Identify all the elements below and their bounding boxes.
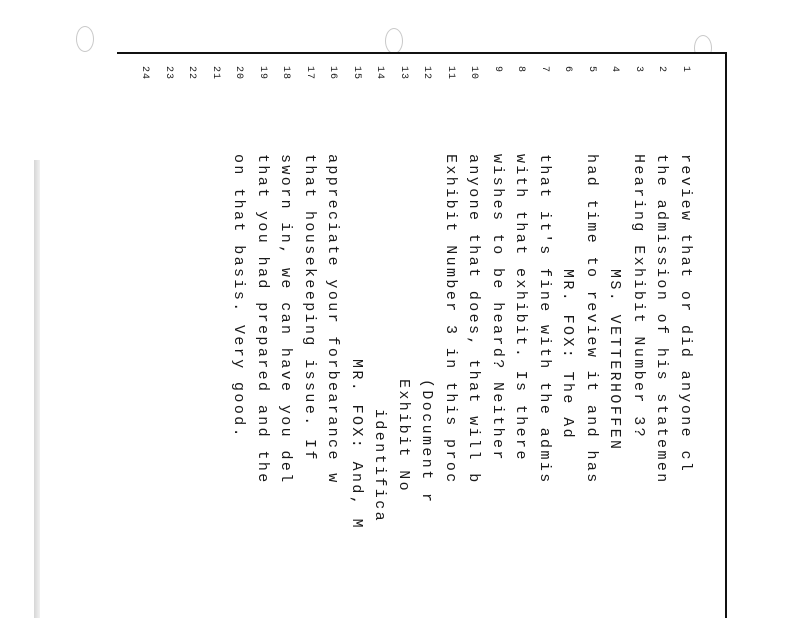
line-number: 4 bbox=[609, 66, 620, 74]
transcript-line bbox=[555, 54, 579, 618]
transcript-line bbox=[508, 54, 532, 618]
punch-hole-middle bbox=[385, 28, 403, 54]
line-number: 5 bbox=[586, 66, 597, 74]
transcript-line bbox=[297, 54, 321, 618]
line-number: 19 bbox=[257, 66, 268, 81]
line-text: MR. FOX: The Ad bbox=[559, 269, 576, 441]
transcript-line bbox=[203, 54, 227, 618]
line-text: MR. FOX: And, M bbox=[348, 359, 365, 531]
transcript-line bbox=[391, 54, 415, 618]
line-number: 20 bbox=[233, 66, 244, 81]
line-number: 21 bbox=[210, 66, 221, 81]
punch-hole-left bbox=[76, 26, 94, 52]
line-number: 23 bbox=[163, 66, 174, 81]
transcript-line bbox=[626, 54, 650, 618]
transcript-line bbox=[250, 54, 274, 618]
line-text: the admission of his statemen bbox=[653, 154, 670, 485]
transcript-line bbox=[344, 54, 368, 618]
line-text: that you had prepared and the bbox=[254, 154, 271, 485]
line-text: sworn in, we can have you del bbox=[277, 154, 294, 485]
transcript-line bbox=[179, 54, 203, 618]
line-number: 10 bbox=[468, 66, 479, 81]
line-text: (Document r bbox=[418, 379, 435, 505]
transcript-line bbox=[579, 54, 603, 618]
transcript-page bbox=[117, 52, 727, 618]
transcript-line bbox=[367, 54, 391, 618]
line-text: appreciate your forbearance w bbox=[324, 154, 341, 485]
line-number: 11 bbox=[445, 66, 456, 81]
line-number: 2 bbox=[656, 66, 667, 74]
line-number: 24 bbox=[139, 66, 150, 81]
line-text: review that or did anyone cl bbox=[677, 154, 694, 474]
line-number: 6 bbox=[562, 66, 573, 74]
transcript-line bbox=[602, 54, 626, 618]
transcript-line bbox=[461, 54, 485, 618]
transcript-line bbox=[156, 54, 180, 618]
line-text: with that exhibit. Is there bbox=[512, 154, 529, 462]
line-text: that housekeeping issue. If bbox=[301, 154, 318, 462]
line-number: 14 bbox=[374, 66, 385, 81]
line-text: wishes to be heard? Neither bbox=[489, 154, 506, 462]
transcript-line bbox=[226, 54, 250, 618]
transcript-line bbox=[532, 54, 556, 618]
transcript-line bbox=[132, 54, 156, 618]
line-text: identifica bbox=[371, 409, 388, 524]
line-number: 9 bbox=[492, 66, 503, 74]
transcript-line bbox=[273, 54, 297, 618]
line-number: 16 bbox=[327, 66, 338, 81]
line-text: Hearing Exhibit Number 3? bbox=[630, 154, 647, 440]
line-text: anyone that does, that will b bbox=[465, 154, 482, 485]
transcript-line bbox=[649, 54, 673, 618]
line-text: MS. VETTERHOFFEN bbox=[606, 269, 623, 452]
line-text: that it's fine with the admis bbox=[536, 154, 553, 485]
line-number: 12 bbox=[421, 66, 432, 81]
line-number: 1 bbox=[680, 66, 691, 74]
line-number: 15 bbox=[351, 66, 362, 81]
line-text: had time to review it and has bbox=[583, 154, 600, 485]
line-number: 3 bbox=[633, 66, 644, 74]
line-number: 8 bbox=[515, 66, 526, 74]
line-text: on that basis. Very good. bbox=[230, 154, 247, 440]
line-number: 13 bbox=[398, 66, 409, 81]
transcript-line bbox=[438, 54, 462, 618]
scan-edge-shadow bbox=[34, 160, 40, 618]
line-number: 22 bbox=[186, 66, 197, 81]
transcript-line bbox=[414, 54, 438, 618]
transcript-line bbox=[320, 54, 344, 618]
line-text: Exhibit No bbox=[395, 379, 412, 494]
line-number: 18 bbox=[280, 66, 291, 81]
transcript-line bbox=[485, 54, 509, 618]
line-number: 17 bbox=[304, 66, 315, 81]
line-number: 7 bbox=[539, 66, 550, 74]
transcript-line bbox=[673, 54, 697, 618]
line-text: Exhibit Number 3 in this proc bbox=[442, 154, 459, 485]
